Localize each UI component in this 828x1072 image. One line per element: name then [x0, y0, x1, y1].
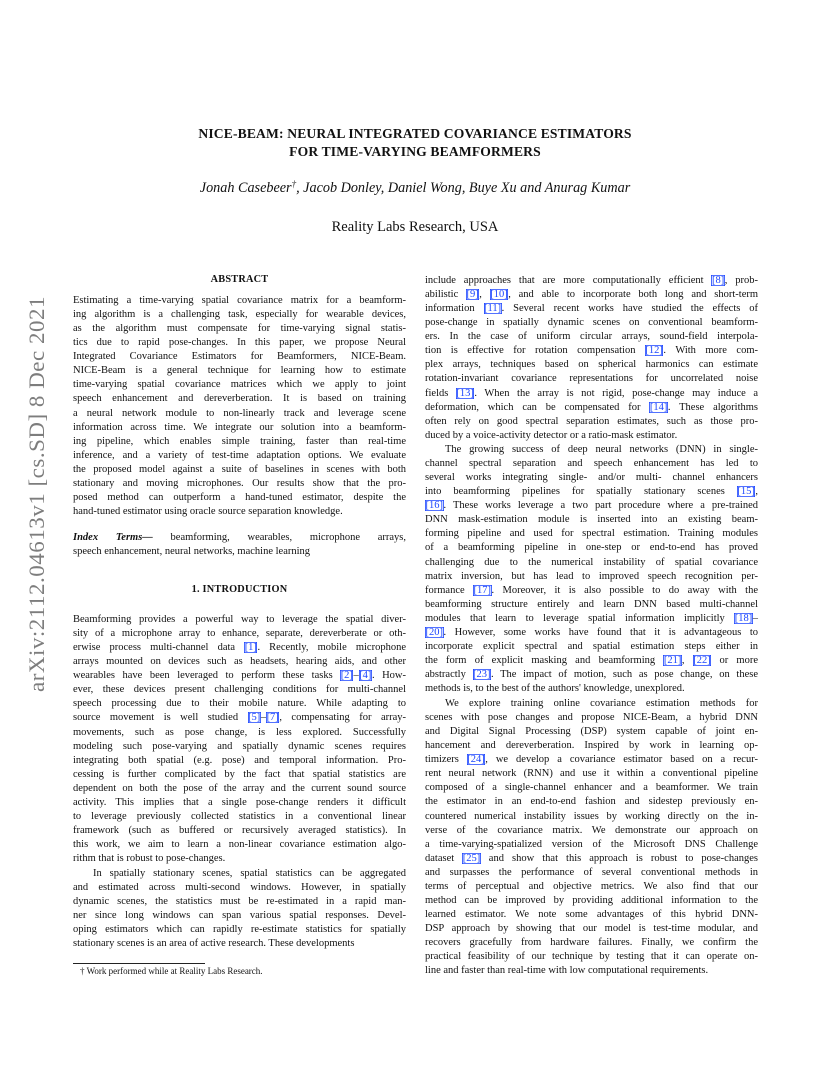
right-p3-line	[425, 781, 758, 795]
text-run: ,	[479, 289, 490, 301]
citation-link[interactable]: [16]	[425, 500, 443, 512]
abstract-lines-line: a neural network module to non-linearly track and leverage scene	[73, 407, 406, 419]
right-p3-line	[425, 852, 758, 866]
text-run: modeling such pose-varying and spatially dynamic scenes requires	[73, 740, 406, 752]
text-run: . Moreover, it is also possible to do away with the	[491, 584, 758, 596]
citation-link[interactable]: [21]	[663, 654, 682, 666]
right-p2-line	[425, 598, 758, 612]
right-p1-line	[425, 274, 758, 288]
text-run: We explore training online covariance estimation methods for	[445, 698, 758, 709]
text-run: framework (such as buffered or recursively averaged statistics). In	[73, 824, 406, 836]
text-run: the estimator in an end-to-end fashion and sidestep previously en-	[425, 796, 758, 808]
citation-link[interactable]: [18]	[734, 612, 753, 624]
text-run: scenes with pose changes and propose NICE-Beam, a hybrid DNN	[425, 712, 758, 724]
right-p3-line	[425, 838, 758, 852]
intro-p1-line	[73, 613, 406, 627]
text-run: . Several recent works have studied the effects of	[501, 303, 759, 315]
abstract-lines-line: the proposed model against a suite of baselines in scenes with both	[73, 463, 406, 475]
text-run: activity. This implies that a single pose-change renders it difficult	[73, 796, 406, 808]
citation-link[interactable]: [17]	[473, 584, 492, 596]
citation-link[interactable]: [15]	[737, 486, 755, 498]
text-run: formance	[425, 584, 474, 596]
right-p3-line	[425, 795, 758, 809]
text-run: dependent on both the pose of the array and the current sound source	[73, 782, 406, 794]
text-run: cessing is further complicated by the fact that spatial statistics are	[73, 768, 406, 780]
text-run: The growing success of deep neural networks (DNN) in single-	[445, 444, 758, 455]
introduction-heading: 1. INTRODUCTION	[191, 584, 288, 595]
right-p2-line	[425, 541, 758, 555]
text-run: include approaches that are more computationally efficient	[425, 275, 712, 286]
index-terms-line-2: speech enhancement, neural networks, machine learning	[73, 546, 311, 557]
right-p3-line	[425, 739, 758, 753]
text-run: and surpasses the performance of several conventional methods in	[425, 866, 758, 878]
right-p3-line	[425, 810, 758, 824]
text-run: ner since long windows can span various spatial responses. Devel-	[73, 909, 406, 921]
text-run: timizers	[425, 754, 467, 766]
text-run: . When the array is not rigid, pose-change may induce a	[474, 387, 758, 399]
right-p1-line	[425, 288, 758, 302]
intro-p1-line	[73, 711, 406, 725]
text-run: matrix inversion, but has lead to improved speech recognition per-	[425, 570, 758, 582]
text-run: a time-varying-spatialized version of the Microsoft DNS Challenge	[425, 838, 758, 850]
citation-link[interactable]: [10]	[490, 289, 508, 301]
right-p1-line	[425, 358, 758, 372]
citation-link[interactable]: [23]	[473, 669, 491, 680]
text-run: . With more com-	[663, 345, 758, 357]
text-run: plex arrays, techniques based on spherical harmonics can estimate	[425, 359, 758, 371]
abstract-lines-line: speech enhancement and dereverberation. It is based on training	[73, 393, 406, 405]
text-run: ,	[755, 486, 758, 498]
abstract-lines-line: NICE-Beam is a general technique for learning how to estimate	[73, 365, 406, 377]
author-list	[100, 179, 730, 197]
title-line-1: NICE-BEAM: NEURAL INTEGRATED COVARIANCE ESTIMATORS	[198, 126, 632, 141]
intro-p1-line	[73, 852, 406, 866]
right-p1-line	[425, 387, 758, 401]
abstract-lines-line: tics due to rapid pose-changes. In this paper, we propose Neural	[73, 337, 406, 349]
abstract-lines-line: information across time. We integrate our solution into a beamform-	[73, 421, 406, 433]
right-p1-line	[425, 401, 758, 415]
text-run: method can be improved by providing additional information to the	[425, 894, 758, 906]
intro-p1-line	[73, 683, 406, 697]
right-p2-line	[425, 457, 758, 471]
right-p2-line	[425, 584, 758, 598]
abstract-lines-line: posed method can outperform a hand-tuned estimator, despite the	[73, 491, 406, 503]
citation-link[interactable]: [4]	[359, 670, 372, 682]
citation-link[interactable]: [14]	[649, 401, 668, 413]
text-run: abilistic	[425, 289, 467, 301]
intro-p1-line	[73, 838, 406, 852]
abstract-lines-line: inference, and a variety of test-time adaptation options. We evaluate	[73, 449, 406, 461]
index-terms-text-1: beamforming, wearables, microphone arrays,	[152, 532, 407, 543]
intro-p1-line	[73, 824, 406, 838]
abstract-lines-line: Estimating a time-varying spatial covariance matrix for a beamform-	[73, 295, 406, 306]
text-run: sity of a microphone array to enhance, separate, dereverberate or oth-	[73, 628, 406, 640]
arxiv-identifier-text: arXiv:2112.04613v1 [cs.SD] 8 Dec 2021	[24, 312, 49, 692]
text-run: pose-change in spatially dynamic scenes on conventional beamform-	[425, 317, 758, 329]
right-p2-line	[425, 570, 758, 584]
text-run: and show that this approach is robust to pose-changes	[480, 852, 758, 864]
text-run: rent neural network (RNN) and use it within a conventional pipeline	[425, 768, 758, 780]
text-run: oping estimators which can rapidly re-estimate statistics for spatially	[73, 923, 406, 935]
text-run: recovers gracefully from hardware failures. Finally, we confirm the	[425, 937, 758, 948]
citation-link[interactable]: [11]	[484, 303, 502, 315]
right-p1-line	[425, 316, 758, 330]
citation-link[interactable]: [24]	[467, 754, 485, 766]
text-run: ,	[681, 654, 693, 666]
right-p3-line	[425, 753, 758, 767]
right-p1-line	[425, 302, 758, 316]
right-p3-line	[425, 950, 758, 964]
citation-link[interactable]: [13]	[456, 387, 474, 399]
title-line-2: FOR TIME-VARYING BEAMFORMERS	[289, 144, 541, 159]
text-run: forming pipeline and used for spectral estimation. Training modules	[425, 528, 758, 540]
abstract-heading: ABSTRACT	[210, 274, 269, 285]
text-run: . The impact of motion, such as pose change, on these	[491, 669, 758, 680]
right-p2-line	[425, 443, 758, 457]
intro-p2-line	[73, 937, 406, 951]
citation-link[interactable]: [9]	[466, 289, 479, 301]
text-run: movements, such as pose change, is less explored. Successfully	[73, 726, 406, 738]
text-run: several works integrating single- and/or multi- channel enhancers	[425, 472, 758, 484]
text-run: DNN mask-estimation module is inserted into an existing beam-	[425, 514, 758, 526]
other-authors: , Jacob Donley, Daniel Wong, Buye Xu and Anurag Kumar	[296, 180, 631, 196]
text-run: line and faster than real-time with low computational requirements.	[425, 965, 709, 977]
right-p3-line	[425, 880, 758, 894]
text-run: –	[260, 712, 267, 724]
intro-p1-line	[73, 810, 406, 824]
text-run: practical feasibility of our technique by testing that it can operate on-	[425, 951, 758, 963]
text-run: –	[353, 670, 359, 682]
right-p3-line	[425, 908, 758, 922]
text-run: composed of a single-channel enhancer and a beamformer. We train	[425, 782, 758, 794]
citation-link[interactable]: [20]	[425, 626, 443, 638]
text-run: source movement is well studied	[73, 712, 248, 724]
citation-link[interactable]: [5]	[248, 712, 261, 724]
arxiv-identifier-stamp	[8, 294, 52, 692]
index-terms-line-1	[73, 531, 406, 545]
text-run: . However, some works have found that it is advantageous to	[443, 626, 758, 638]
text-run: channel spectral separation and speech enhancement has led to	[425, 458, 758, 470]
text-run: into beamforming pipelines for spatially stationary scenes	[425, 486, 737, 498]
citation-link[interactable]: [2]	[340, 670, 353, 682]
text-run: stationary scenes is an area of active research. These developments	[73, 937, 355, 949]
text-run: , and able to incorporate both long and short-term	[508, 289, 759, 301]
intro-p1-line	[73, 641, 406, 655]
index-terms-label: Index Terms—	[73, 532, 153, 543]
intro-p2-line	[73, 867, 406, 881]
text-run: . These works leverage a two part procedure where a pre-trained	[443, 500, 758, 512]
intro-p2-line	[73, 895, 406, 909]
citation-link[interactable]: [12]	[645, 345, 663, 357]
text-run: the form of explicit masking and beamforming	[425, 654, 664, 666]
abstract-lines-line: Integrated Covariance Estimators for Beamformers, NICE-Beam.	[73, 351, 406, 363]
text-run: modules that learn to leverage spatial information implicitly	[425, 612, 735, 624]
text-run: wearables have been leveraged to perform these tasks	[73, 670, 341, 682]
text-run: terms of perceptual and objective metrics. We also find that our	[425, 880, 758, 892]
citation-link[interactable]: [25]	[462, 852, 481, 864]
right-p2-line	[425, 640, 758, 654]
intro-p1-line	[73, 782, 406, 796]
right-p1-line	[425, 429, 758, 443]
abstract-lines-line: time-varying spatial covariance matrices which we apply to joint	[73, 379, 406, 391]
right-p1-line	[425, 330, 758, 344]
abstract-lines-line: hand-tuned estimator using oracle source separation knowledge.	[73, 505, 343, 517]
right-p2-line	[425, 626, 758, 640]
text-run: dynamic scenes, the statistics must be re-estimated in a rapid man-	[73, 895, 406, 907]
intro-p2-line	[73, 909, 406, 923]
text-run: ers. In the case of uniform circular arrays, sound-field interpola-	[425, 331, 758, 343]
text-run: DSP approach by showing that our model is test-time modular, and	[425, 923, 758, 934]
text-run: of a beamforming pipeline in one-step or end-to-end has proved	[425, 542, 758, 554]
abstract-lines-line: ing pipeline, which enables simple training, faster than real-time	[73, 435, 406, 447]
text-run: rithm that is robust to pose-changes.	[73, 853, 226, 864]
text-run: , compensating for array-	[279, 712, 407, 724]
citation-link[interactable]: [8]	[711, 275, 725, 286]
text-run: and Digital Signal Processing (DSP) system capable of joint en-	[425, 726, 758, 738]
abstract-lines-line: stationary and moving microphones. Our results show that the pro-	[73, 477, 406, 489]
text-run: this work, we aim to learn a non-linear covariance estimation algo-	[73, 839, 406, 850]
paper-title	[120, 125, 710, 161]
intro-p1-line	[73, 726, 406, 740]
right-p3-line	[425, 767, 758, 781]
text-run: In spatially stationary scenes, spatial statistics can be aggregated	[93, 867, 406, 879]
text-run: , prob-	[724, 275, 758, 286]
right-p3-line	[425, 922, 758, 936]
abstract-lines-line: ing algorithm is a challenging task, especially for wearable devices,	[73, 309, 406, 321]
right-p2-line	[425, 527, 758, 541]
text-run: beamforming structure entirely and learn DNN based multi-channel	[425, 598, 758, 610]
text-run: rotation-invariant covariance representations for uncorrelated noise	[425, 373, 758, 385]
text-run: speech processing due to their mobile nature. While adapting to	[73, 698, 406, 710]
text-run: often rely on good spectral separation estimates, such as those pro-	[425, 415, 758, 427]
text-run: challenging due to the numerical instability of spatial covariance	[425, 556, 758, 568]
right-p2-line	[425, 556, 758, 570]
right-p2-line	[425, 668, 758, 682]
footnote-rule	[73, 963, 205, 964]
text-run: methods is, to the best of the authors' knowledge, unexplored.	[425, 683, 685, 694]
abstract-lines-line: as the algorithm must compensate for time-varying signal statis-	[73, 323, 406, 335]
text-run: dataset	[425, 852, 463, 864]
intro-p1-line	[73, 754, 406, 768]
right-p2-line	[425, 612, 758, 626]
intro-p1-line	[73, 740, 406, 754]
right-p3-line	[425, 894, 758, 908]
text-run: learned estimator. We note some advantages of this hybrid DNN-	[425, 908, 758, 920]
right-p3-line	[425, 725, 758, 739]
text-run: and estimated across multi-second windows. However, in spatially	[73, 881, 406, 893]
right-p3-line	[425, 697, 758, 711]
text-run: countered numerical instability issues by working directly on the in-	[425, 810, 758, 822]
intro-p1-line	[73, 627, 406, 641]
text-run: Beamforming provides a powerful way to leverage the spatial diver-	[73, 614, 406, 625]
intro-p1-line	[73, 796, 406, 810]
right-p2-line	[425, 471, 758, 485]
text-run: , we develop a covariance estimator based on a recur-	[485, 754, 758, 766]
right-p1-line	[425, 372, 758, 386]
text-run: fields	[425, 387, 456, 399]
right-p2-line	[425, 682, 758, 696]
intro-p2-line	[73, 881, 406, 895]
right-p2-line	[425, 485, 758, 499]
text-run: tion is effective for rotation compensation	[425, 345, 645, 357]
right-p3-line	[425, 936, 758, 950]
right-p1-line	[425, 415, 758, 429]
text-run: . Recently, mobile microphone	[257, 642, 407, 654]
right-p3-line	[425, 711, 758, 725]
text-run: . How-	[371, 670, 406, 682]
intro-p1-line	[73, 768, 406, 782]
right-p2-line	[425, 513, 758, 527]
right-p3-line	[425, 866, 758, 880]
text-run: incorporate explicit spectral and spatial estimation steps either in	[425, 640, 758, 652]
text-run: or more	[711, 654, 758, 666]
text-run: erwise process multi-channel data	[73, 642, 245, 654]
intro-p1-line	[73, 669, 406, 683]
text-run: deformation, which can be compensated for	[425, 401, 650, 413]
right-p1-line	[425, 344, 758, 358]
text-run: integrating both spatial (e.g. pose) and temporal information. Pro-	[73, 754, 406, 766]
text-run: arrays mounted on devices such as headsets, hearing aids, and other	[73, 656, 406, 668]
first-author: Jonah Casebeer	[199, 180, 292, 196]
right-p3-line	[425, 824, 758, 838]
right-p2-line	[425, 499, 758, 513]
intro-p2-line	[73, 923, 406, 937]
text-run: information	[425, 303, 484, 315]
text-run: to leverage previously collected statistics in a conventional linear	[73, 810, 406, 822]
right-p3-line	[425, 964, 758, 978]
text-run: verse of the covariance matrix. We demonstrate our approach on	[425, 824, 758, 836]
dagger-mark: †	[291, 179, 297, 189]
intro-p1-line	[73, 655, 406, 669]
intro-p1-line	[73, 697, 406, 711]
text-run: hancement and dereverberation. Inspired by work in learning op-	[425, 740, 758, 752]
affiliation: Reality Labs Research, USA	[331, 219, 499, 235]
text-run: abstractly	[425, 669, 473, 680]
text-run: . These algorithms	[667, 401, 758, 413]
footnote: † Work performed while at Reality Labs Research.	[80, 966, 263, 976]
citation-link[interactable]: [7]	[266, 712, 279, 724]
citation-link[interactable]: [22]	[693, 654, 711, 666]
citation-link[interactable]: [1]	[244, 642, 257, 654]
right-p2-line	[425, 654, 758, 668]
text-run: duced by a voice-activity detector or a ratio-mask estimator.	[425, 429, 678, 441]
text-run: ever, these devices present challenging conditions for multi-channel	[73, 684, 406, 696]
text-run: –	[752, 612, 758, 624]
